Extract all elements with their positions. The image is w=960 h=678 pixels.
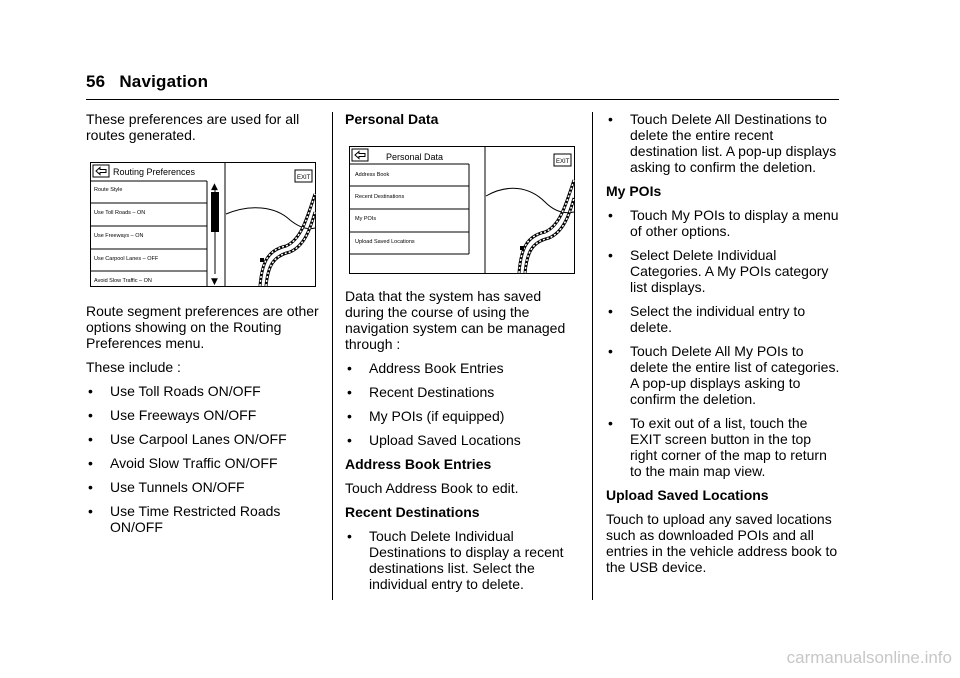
page-header [86,72,208,92]
fig1-row-1: Route Style [94,187,123,193]
column-1-body [86,303,322,543]
list-item-text: Address Book Entries [369,360,504,376]
bullet-glyph: • [88,455,93,471]
these-include-paragraph: These include : [86,359,181,375]
bullet-glyph: • [88,503,93,519]
fig2-exit-label: EXIT [556,159,570,165]
data-saved-paragraph: Data that the system has saved during the course of using the navigation system can be managed through : [345,288,566,352]
personal-data-heading: Personal Data [345,111,439,127]
bullet-glyph: • [347,360,352,376]
intro-paragraph: These preferences are used for all routes generated. [86,111,300,143]
list-item [606,343,842,407]
list-item [606,207,842,239]
my-pois-heading: My POIs [606,183,662,199]
scroll-down-icon: ▼ [211,277,218,287]
list-item-text: Use Freeways ON/OFF [110,407,257,423]
list-item [606,111,842,175]
bullet-glyph: • [347,432,352,448]
column-2 [345,111,581,135]
address-book-paragraph: Touch Address Book to edit. [345,480,519,496]
scroll-thumb [211,192,219,232]
list-item [606,415,842,479]
fig1-exit-label: EXIT [297,175,311,181]
bullet-glyph: • [88,383,93,399]
list-item [345,528,583,592]
list-item [86,455,322,471]
list-item-text: Avoid Slow Traffic ON/OFF [110,455,278,471]
list-item [86,431,322,447]
bullet-glyph: • [608,207,613,223]
bullet-glyph: • [88,431,93,447]
routing-preferences-figure [90,162,316,287]
fig2-title: Personal Data [386,152,444,162]
fig1-row-2: Use Toll Roads – ON [94,210,146,216]
list-item-text: Touch Delete All Destinations to delete the entire recent destination list. A pop-up displays asking to confirm the deletion. [630,111,837,175]
bullet-glyph: • [347,528,352,544]
bullet-glyph: • [608,111,613,127]
page-title: Navigation [119,72,209,91]
list-item-text: Select the individual entry to delete. [630,303,806,335]
bullet-glyph: • [608,415,613,431]
list-item [86,407,322,423]
fig1-row-3: Use Freeways – ON [94,233,144,239]
bullet-glyph: • [608,343,613,359]
fig2-row-2: Recent Destinations [355,194,405,200]
column-1 [86,111,322,151]
list-item [86,479,322,495]
list-item-text: Upload Saved Locations [369,432,521,448]
list-item-text: Touch Delete All My POIs to delete the entire list of categories. A pop-up displays asking to confirm the deletion. [630,343,840,407]
fig2-row-1: Address Book [355,172,390,178]
bullet-glyph: • [608,303,613,319]
list-item-text: Touch Delete Individual Destinations to display a recent destinations list. Select the individual entry to delete. [369,528,564,592]
fig1-title: Routing Preferences [113,167,196,177]
list-item-text: Recent Destinations [369,384,495,400]
bullet-glyph: • [88,479,93,495]
bullet-glyph: • [608,247,613,263]
personal-data-figure [349,146,575,274]
list-item [606,303,842,335]
recent-destinations-heading: Recent Destinations [345,504,480,520]
list-item [345,408,583,424]
list-item [345,432,583,448]
column-divider-1 [332,112,333,600]
fig2-row-4: Upload Saved Locations [355,239,415,245]
address-book-heading: Address Book Entries [345,456,492,472]
page-number: 56 [86,72,106,91]
bullet-glyph: • [88,407,93,423]
upload-saved-locations-heading: Upload Saved Locations [606,487,769,503]
list-item [86,383,322,399]
list-item-text: Select Delete Individual Categories. A My POIs category list displays. [630,247,829,295]
list-item [606,247,842,295]
route-segment-paragraph: Route segment preferences are other options showing on the Routing Preferences menu. [86,303,319,351]
scroll-up-icon: ▲ [211,182,218,192]
list-item-text: Use Time Restricted Roads ON/OFF [110,503,281,535]
fig1-row-4: Use Carpool Lanes – OFF [94,256,159,262]
bullet-glyph: • [347,384,352,400]
column-2-body [345,288,583,600]
list-item [345,360,583,376]
list-item-text: Use Tunnels ON/OFF [110,479,245,495]
column-3 [606,111,842,583]
column-divider-2 [592,112,593,600]
list-item [345,384,583,400]
list-item-text: Touch My POIs to display a menu of other options. [630,207,839,239]
list-item-text: Use Toll Roads ON/OFF [110,383,261,399]
list-item-text: My POIs (if equipped) [369,408,505,424]
header-rule [86,99,839,100]
upload-paragraph: Touch to upload any saved locations such as downloaded POIs and all entries in the vehicle address book to the USB device. [606,511,838,575]
fig1-row-5: Avoid Slow Traffic – ON [94,278,152,284]
bullet-glyph: • [347,408,352,424]
fig2-row-3: My POIs [355,216,377,222]
list-item-text: Use Carpool Lanes ON/OFF [110,431,287,447]
list-item [86,503,322,535]
watermark-footer: carmanualsonline.info [786,648,952,667]
list-item-text: To exit out of a list, touch the EXIT screen button in the top right corner of the map to return to the main map view. [630,415,827,479]
